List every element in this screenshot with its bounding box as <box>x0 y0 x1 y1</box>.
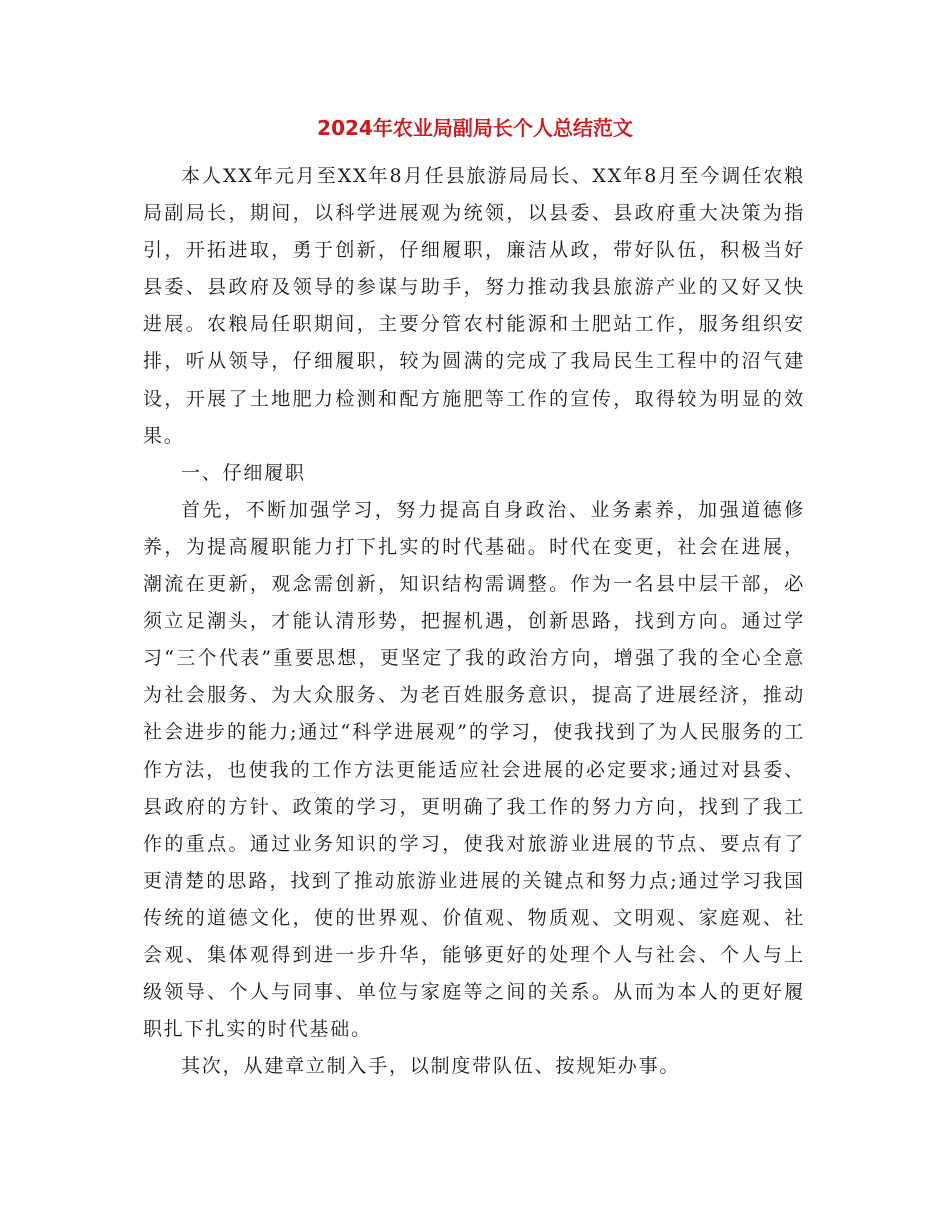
paragraph-intro: 本人XX年元月至XX年8月任县旅游局局长、XX年8月至今调任农粮局副局长，期间，以科学进展观为统领，以县委、县政府重大决策为指引，开拓进取，勇于创新，仔细履职，廉洁从政，带好队伍，积极当好县委、县政府及领导的参谋与助手，努力推动我县旅游产业的又好又快进展。农粮局任职期间，主要分管农村能源和土肥站工作，服务组织安排，听从领导，仔细履职，较为圆满的完成了我局民生工程中的沼气建设，开展了土地肥力检测和配方施肥等工作的宣传，取得较为明显的效果。 <box>143 165 805 447</box>
document-body <box>143 158 805 1085</box>
paragraph-first: 首先，不断加强学习，努力提高自身政治、业务素养，加强道德修养，为提高履职能力打下扎实的时代基础。时代在变更，社会在进展，潮流在更新，观念需创新，知识结构需调整。作为一名县中层干部，必须立足潮头，才能认清形势，把握机遇，创新思路，找到方向。通过学习“三个代表”重要思想，更坚定了我的政治方向，增强了我的全心全意为社会服务、为大众服务、为老百姓服务意识，提高了进展经济，推动社会进步的能力;通过“科学进展观”的学习，使我找到了为人民服务的工作方法，也使我的工作方法更能适应社会进展的必定要求;通过对县委、县政府的方针、政策的学习，更明确了我工作的努力方向，找到了我工作的重点。通过业务知识的学习，使我对旅游业进展的节点、要点有了更清楚的思路，找到了推动旅游业进展的关键点和努力点;通过学习我国传统的道德文化，使的世界观、价值观、物质观、文明观、家庭观、社会观、集体观得到进一步升华，能够更好的处理个人与社会、个人与上级领导、个人与同事、单位与家庭等之间的关系。从而为本人的更好履职扎下扎实的时代基础。 <box>143 498 805 1041</box>
paragraph-second: 其次，从建章立制入手，以制度带队伍、按规矩办事。 <box>181 1055 681 1078</box>
document-title: 2024年农业局副局长个人总结范文 <box>317 116 633 140</box>
section-heading: 一、仔细履职 <box>181 461 306 484</box>
